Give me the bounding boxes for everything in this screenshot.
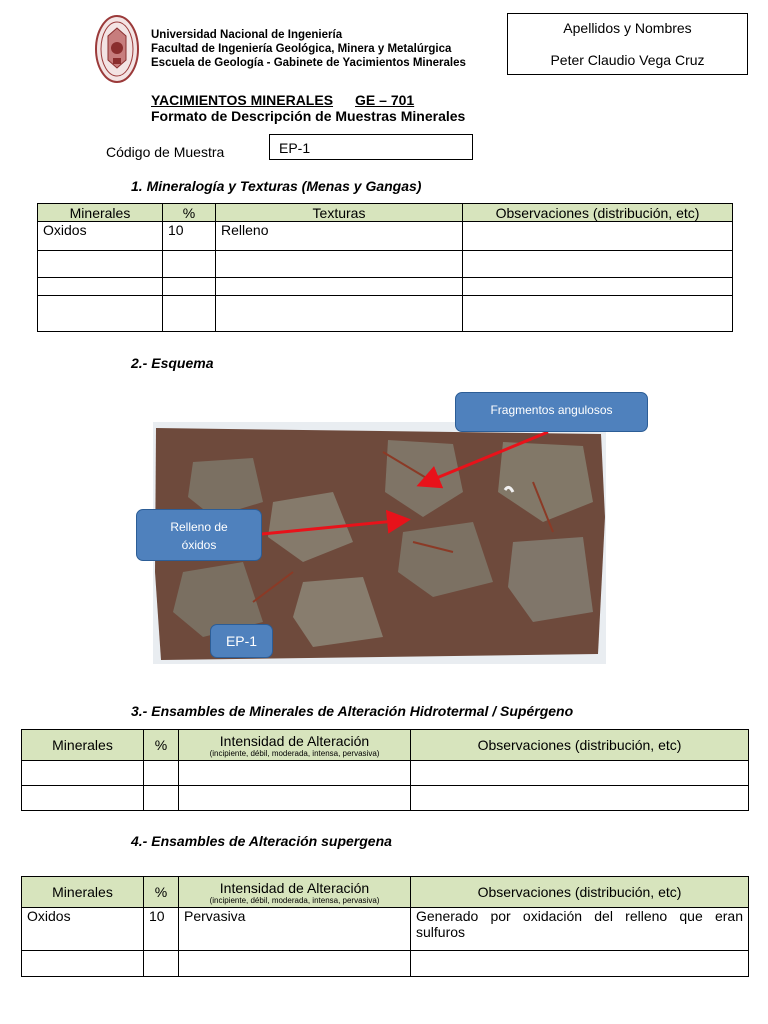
sample-code-field[interactable]: EP-1 [269, 134, 473, 160]
cell[interactable] [216, 251, 463, 278]
cell[interactable] [463, 278, 733, 296]
mineralogy-table [37, 203, 733, 332]
header-observaciones: Observaciones (distribución, etc) [411, 730, 749, 761]
table-row [22, 761, 749, 786]
cell[interactable] [163, 251, 216, 278]
cell[interactable] [163, 296, 216, 332]
cell[interactable] [38, 278, 163, 296]
table-row [22, 951, 749, 977]
name-label: Apellidos y Nombres [563, 20, 692, 36]
header-observaciones: Observaciones (distribución, etc) [463, 204, 733, 222]
callout-fill [136, 509, 262, 561]
form-subtitle: Formato de Descripción de Muestras Minerales [151, 108, 466, 124]
cell[interactable] [144, 761, 179, 786]
cell[interactable]: Generado por oxidación del relleno que eran sulfuros [411, 908, 749, 951]
table-row [22, 908, 749, 951]
table-row [38, 222, 733, 251]
cell[interactable] [38, 251, 163, 278]
cell[interactable] [22, 951, 144, 977]
section3-title: 3.- Ensambles de Minerales de Alteración Hidrotermal / Supérgeno [131, 703, 574, 719]
callout-fragments: Fragmentos angulosos [455, 392, 648, 432]
intensity-note: (incipiente, débil, moderada, intensa, pervasiva) [209, 895, 380, 905]
cell[interactable] [216, 296, 463, 332]
intensity-label: Intensidad de Alteración [219, 879, 370, 896]
cell[interactable]: Pervasiva [179, 908, 411, 951]
header-minerales: Minerales [22, 877, 144, 908]
school-name: Escuela de Geología - Gabinete de Yacimientos Minerales [151, 57, 466, 69]
hydrothermal-alteration-table [21, 729, 749, 811]
sample-code-label: Código de Muestra [106, 144, 225, 160]
name-value: Peter Claudio Vega Cruz [550, 52, 705, 68]
callout-sample: EP-1 [210, 624, 273, 658]
institution-block [151, 28, 466, 70]
cell[interactable]: Oxidos [22, 908, 144, 951]
university-seal-icon [94, 14, 140, 84]
cell[interactable] [179, 761, 411, 786]
cell[interactable] [463, 296, 733, 332]
cell[interactable] [411, 786, 749, 811]
header-percent: % [163, 204, 216, 222]
cell[interactable] [411, 761, 749, 786]
cell[interactable]: 10 [144, 908, 179, 951]
section2-title: 2.- Esquema [131, 355, 214, 371]
cell[interactable] [144, 951, 179, 977]
faculty-name: Facultad de Ingeniería Geológica, Minera y Metalúrgica [151, 43, 452, 55]
cell[interactable] [144, 786, 179, 811]
table-row [38, 296, 733, 332]
cell[interactable]: 10 [163, 222, 216, 251]
section1-title: 1. Mineralogía y Texturas (Menas y Gangas) [131, 178, 422, 194]
cell[interactable] [463, 251, 733, 278]
course-code: GE – 701 [355, 92, 415, 108]
header-texturas: Texturas [216, 204, 463, 222]
table-header-row [22, 877, 749, 908]
section4-title: 4.- Ensambles de Alteración supergena [131, 833, 392, 849]
intensity-label: Intensidad de Alteración [219, 732, 370, 749]
header-minerales: Minerales [38, 204, 163, 222]
cell[interactable] [179, 951, 411, 977]
cell[interactable]: Oxidos [38, 222, 163, 251]
cell[interactable] [163, 278, 216, 296]
cell[interactable] [179, 786, 411, 811]
cell[interactable] [411, 951, 749, 977]
header-minerales: Minerales [22, 730, 144, 761]
callout-fill-line1: Relleno de [170, 520, 228, 534]
supergene-alteration-table [21, 876, 749, 977]
cell[interactable] [22, 786, 144, 811]
cell[interactable] [38, 296, 163, 332]
student-name-box [507, 13, 748, 75]
course-title-line [151, 92, 465, 108]
intensity-note: (incipiente, débil, moderada, intensa, pervasiva) [209, 748, 380, 758]
table-row [22, 786, 749, 811]
course-heading [151, 92, 465, 124]
header-percent: % [144, 730, 179, 761]
table-header-row [38, 204, 733, 222]
cell[interactable] [463, 222, 733, 251]
table-header-row [22, 730, 749, 761]
cell[interactable] [22, 761, 144, 786]
cell[interactable]: Relleno [216, 222, 463, 251]
header-observaciones: Observaciones (distribución, etc) [411, 877, 749, 908]
university-name: Universidad Nacional de Ingeniería [151, 29, 343, 41]
callout-fill-line2: óxidos [181, 538, 217, 552]
table-row [38, 278, 733, 296]
header-intensidad [179, 877, 411, 908]
header-percent: % [144, 877, 179, 908]
header-intensidad [179, 730, 411, 761]
cell[interactable] [216, 278, 463, 296]
course-title: YACIMIENTOS MINERALES [151, 92, 334, 108]
table-row [38, 251, 733, 278]
